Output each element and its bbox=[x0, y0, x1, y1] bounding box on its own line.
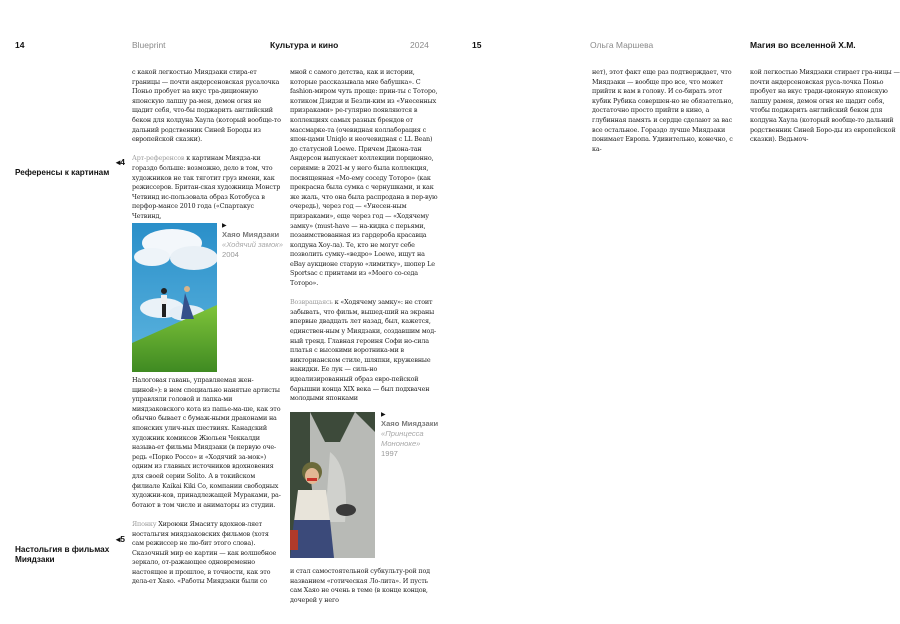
paragraph bbox=[132, 520, 282, 587]
paragraph-body: к картинам Миядза-ки гораздо больше: возможно, дело в том, что художников не так тяготит груз имени, как режиссеров. Британ-ская художница Монстр Четвинд ис-пользовала образ Котобуса в перфор-мансе 2010 года («Спартакус Четвинд, bbox=[132, 154, 281, 220]
caption-author: Хаяо Миядзаки bbox=[381, 419, 439, 428]
figure-2-caption bbox=[381, 411, 461, 459]
right-page-number: 15 bbox=[472, 40, 482, 50]
article-author: Ольга Маршева bbox=[590, 40, 654, 50]
paragraph-lead: Арт-референсов bbox=[132, 154, 185, 163]
sidenote-references bbox=[15, 157, 125, 178]
paragraph bbox=[132, 154, 282, 221]
sidenote-label: Референсы к картинам bbox=[15, 168, 110, 177]
right-column-2 bbox=[750, 68, 900, 154]
paragraph-body: к «Ходячему замку»: не стоит забывать, что фильм, вышед-ший на экраны впервые двадцать лет назад, был, кажется, единствен-ным у Миядзаки, создавшим мод-ный тренд. Главная героиня Софи но-сила платья с высокими воротника-ми в викторианском стиле, шляпки, кружевные накидки. Ее лук — силь-но идеализированный образ евро-пейской барышни конца XIX века — был подхвачен молодыми японками bbox=[290, 298, 437, 403]
caption-year: 2004 bbox=[222, 250, 239, 259]
sidenote-number: ◂5 bbox=[116, 534, 125, 544]
paragraph: кой легкостью Миядзаки стирает гра-ницы — почти андерсеновская руса-лочка Поньо пробует на вкус тради-ционную японскую лапшу рамен, демон огня не щадит себя, чтобы поджарить английский бекон для колдуна Хаула (который вообще-то дальний родственник Синей Боро-ды из европейской сказки). Ведьмоч- bbox=[750, 68, 900, 144]
caption-arrow-icon: ▶ bbox=[381, 412, 386, 418]
paragraph: нет), этот факт еще раз подтверждает, что Миядзаки — вообще про все, что может прийти к вам в голову. И со-бирать этот кубик Рубика совершен-но не обязательно, достаточно просто прийти в кино, а глубинная память и сердце сделают за вас все остальное. Гораздо лучше Миядзаки понимает Европа. Удивительно, конечно, с ка- bbox=[592, 68, 734, 153]
sidenote-nostalgia bbox=[15, 534, 125, 565]
left-column-1-bottom bbox=[132, 376, 282, 597]
left-page-number: 14 bbox=[15, 40, 25, 50]
right-column-1 bbox=[592, 68, 742, 164]
magazine-name: Blueprint bbox=[132, 40, 166, 50]
sidenote-number: ◂4 bbox=[116, 157, 125, 167]
caption-title: «Ходячий замок» bbox=[222, 240, 283, 249]
princess-mononoke-illustration bbox=[290, 412, 375, 558]
paragraph-lead: Японку bbox=[132, 519, 157, 528]
sidenote-label: Настольгия в фильмах Миядзаки bbox=[15, 545, 110, 564]
paragraph bbox=[290, 298, 440, 404]
caption-author: Хаяо Миядзаки bbox=[222, 230, 280, 239]
section-title: Культура и кино bbox=[270, 40, 339, 50]
paragraph: с какой легкостью Миядзаки стира-ет границы — почти андерсеновская русалочка Поньо пробует на вкус тра-диционную японскую лапшу ра-мен, демон огня не щадит себя, что-бы поджарить английский бекон для колдуна Хаула (который вообще-то дальний родственник Синей Бороды из европейской сказки). bbox=[132, 68, 281, 144]
howls-moving-castle-illustration bbox=[132, 223, 217, 372]
paragraph-body: Хироюки Ямаситу вдохнов-ляет ностальгия миядзаковских фильмов (хотя сам режиссер не лю-бит этого слова). Сказочный мир ее картин — как волшебное зеркало, от-ражающее одновременно настоящее и прошлое, в точности, как это дела-ет Хаяо. «Работы Миядзаки были со bbox=[132, 519, 277, 586]
caption-title: «Принцесса Мононоке» bbox=[381, 429, 424, 448]
paragraph-lead: Возвращаясь bbox=[290, 298, 333, 307]
howls-moving-castle-image bbox=[132, 223, 217, 372]
issue-year: 2024 bbox=[410, 40, 429, 50]
paragraph: мной с самого детства, как и истории, которые рассказывала мне бабушка». С fashion-миром чуть проще: прин-ты с Тоторо, котиком Дзидзи и Безли-ким из «Унесенных призраками» ре-гулярно появляются в коллекциях самых разных брендов от массмарке-та (очевидная коллаборация с япон-цами Uniqlo и неочевидная с LL Bean) до статусной Loewe. Причем Джона-тан Андерсон выпускает коллекции порционно, сериями: в 2021-м у него была коллекция, посвященная «Мо-ему соседу Тоторо» (как прекрасна была сумка с чернушками, и как же жаль, что она была распродана в пер-вую очередь), через год — «Унесен-ным призраками», еще через год — «Ходячему замку» (must-have — на-кидка с перьями, позаимствованная из гардероба красавца колдуна Хоу-ла). Те, кто не могут себе позволить сумку-«ведро» Loewe, ищут на eBay аукционе старую «лимитку», шопер Le Sportsac с принтами из «Моего со-седа Тоторо». bbox=[290, 68, 438, 288]
caption-arrow-icon: ▶ bbox=[222, 223, 227, 229]
paragraph: Налоговая гавань, управляемая жен-щиной»): в нем специально нанятые артисты управляли головой и лапка-ми миядзаковского кота из папье-ма-ше, как это обычно бывает с бумаж-ными драконами на японских улич-ных шествиях. Канадский художник комиксов Жюльен Чеккалди называ-ет фильмы Миядзаки (в первую оче-редь «Порко Россо» и «Ходячий за-мок») одним из главных источников вдохновения для своей серии Solito. А в токийском филиале Kaikai Kiki Co, компании свободных художни-ков, принадлежащей Мураками, ра-ботают в том числе и аниматоры из студии. bbox=[132, 376, 281, 509]
left-column-1-top bbox=[132, 68, 282, 231]
article-title: Магия во вселенной Х.М. bbox=[750, 40, 856, 50]
caption-year: 1997 bbox=[381, 449, 398, 458]
princess-mononoke-image bbox=[290, 412, 375, 558]
paragraph: и стал самостоятельной субкульту-рой под названием «готическая Ло-лита». И пусть сам Хаяо не очень в теме (в конце концов, дочерей у него bbox=[290, 567, 430, 604]
left-column-2-bottom bbox=[290, 567, 440, 615]
left-column-2-top bbox=[290, 68, 440, 413]
